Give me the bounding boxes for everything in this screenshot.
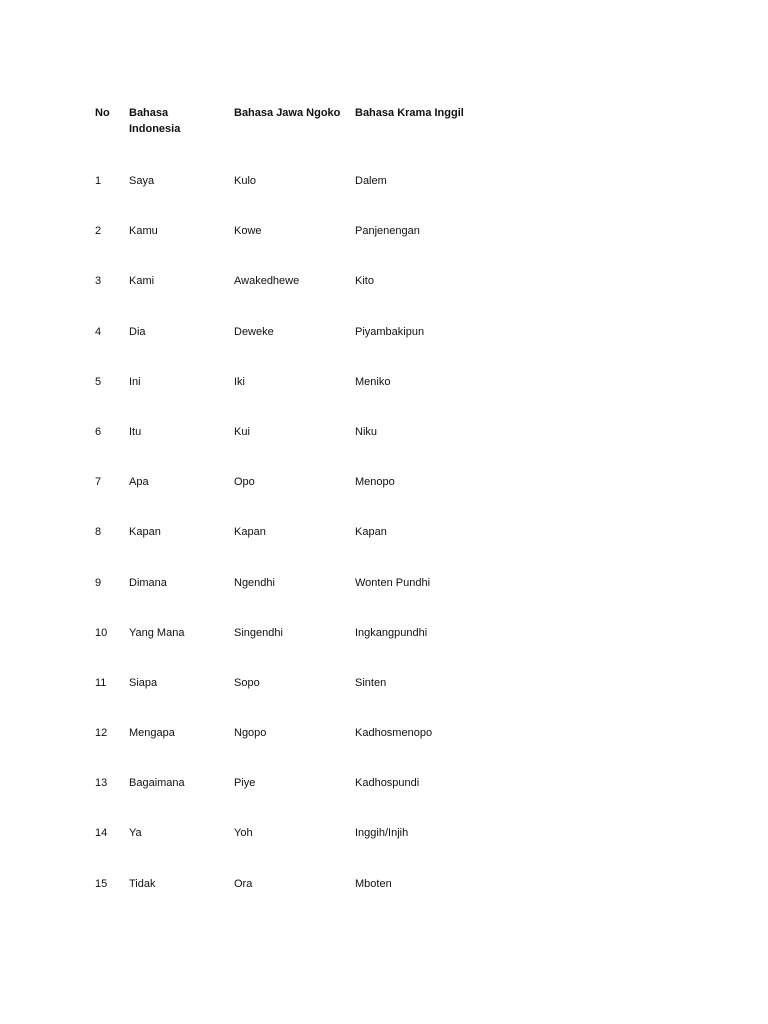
table-row [95, 273, 495, 323]
header-bahasa-krama-inggil: Bahasa Krama Inggil [355, 107, 464, 119]
cell-bahasa-krama-inggil: Kapan [355, 526, 387, 539]
cell-no: 13 [95, 777, 108, 790]
cell-bahasa-jawa-ngoko: Deweke [234, 325, 274, 338]
cell-no: 11 [95, 676, 107, 689]
cell-bahasa-indonesia: Ini [129, 375, 141, 388]
header-bahasa-indonesia [129, 105, 234, 173]
cell-bahasa-jawa-ngoko: Iki [234, 375, 245, 388]
table-row [95, 374, 495, 424]
cell-bahasa-jawa-ngoko: Piye [234, 777, 256, 790]
cell-bahasa-indonesia: Yang Mana [129, 626, 185, 639]
table-row [95, 725, 495, 775]
cell-bahasa-jawa-ngoko: Kulo [234, 175, 257, 187]
cell-bahasa-jawa-ngoko: Kui [234, 425, 250, 438]
cell-bahasa-krama-inggil: Wonten Pundhi [355, 576, 431, 589]
header-bahasa-jawa-ngoko: Bahasa Jawa Ngoko [234, 107, 341, 119]
cell-no: 3 [95, 275, 102, 288]
cell-bahasa-indonesia: Dimana [129, 576, 167, 589]
cell-bahasa-indonesia: Kami [129, 275, 155, 288]
vocabulary-table [95, 105, 495, 926]
cell-bahasa-krama-inggil: Mboten [355, 877, 392, 890]
cell-bahasa-indonesia: Siapa [129, 676, 158, 689]
table-row [95, 775, 495, 825]
cell-bahasa-krama-inggil: Ingkangpundhi [355, 626, 428, 639]
cell-bahasa-jawa-ngoko: Kowe [234, 225, 262, 238]
table-row [95, 173, 495, 223]
cell-bahasa-indonesia: Tidak [129, 877, 156, 890]
cell-bahasa-krama-inggil: Kadhospundi [355, 777, 420, 790]
cell-bahasa-jawa-ngoko: Singendhi [234, 626, 283, 639]
cell-bahasa-krama-inggil: Dalem [355, 175, 387, 187]
cell-bahasa-indonesia: Apa [129, 476, 149, 489]
table-row [95, 876, 495, 926]
cell-bahasa-krama-inggil: Sinten [355, 676, 387, 689]
cell-bahasa-indonesia: Mengapa [129, 727, 175, 740]
header-bahasa-indonesia-label: Bahasa Indonesia [129, 107, 181, 135]
cell-no: 4 [95, 325, 102, 338]
cell-bahasa-jawa-ngoko: Opo [234, 476, 255, 489]
cell-bahasa-krama-inggil: Kadhosmenopo [355, 727, 433, 740]
cell-no: 15 [95, 877, 108, 890]
cell-bahasa-indonesia: Kamu [129, 225, 158, 238]
cell-no: 6 [95, 425, 102, 438]
header-no: No [95, 107, 110, 119]
table-row [95, 675, 495, 725]
cell-bahasa-indonesia: Ya [129, 827, 142, 840]
cell-no: 2 [95, 225, 102, 238]
cell-no: 9 [95, 576, 102, 589]
cell-bahasa-krama-inggil: Piyambakipun [355, 325, 425, 338]
cell-no: 12 [95, 727, 108, 740]
cell-bahasa-jawa-ngoko: Ngopo [234, 727, 267, 740]
cell-bahasa-jawa-ngoko: Awakedhewe [234, 275, 300, 288]
table-row [95, 474, 495, 524]
cell-bahasa-indonesia: Bagaimana [129, 777, 185, 790]
cell-bahasa-jawa-ngoko: Ora [234, 877, 253, 890]
table-row [95, 625, 495, 675]
table-row [95, 324, 495, 374]
cell-bahasa-indonesia: Dia [129, 325, 146, 338]
cell-bahasa-krama-inggil: Niku [355, 425, 378, 438]
cell-no: 8 [95, 526, 102, 539]
cell-bahasa-krama-inggil: Kito [355, 275, 374, 288]
cell-no: 1 [95, 175, 102, 187]
table-row [95, 524, 495, 574]
cell-bahasa-jawa-ngoko: Sopo [234, 676, 260, 689]
table-header [95, 105, 495, 173]
cell-bahasa-indonesia: Kapan [129, 526, 161, 539]
cell-bahasa-jawa-ngoko: Ngendhi [234, 576, 275, 589]
cell-bahasa-krama-inggil: Panjenengan [355, 225, 420, 238]
header-row [95, 105, 495, 173]
cell-no: 5 [95, 375, 102, 388]
cell-no: 10 [95, 626, 108, 639]
table-row [95, 825, 495, 875]
cell-bahasa-jawa-ngoko: Yoh [234, 827, 253, 840]
table-row [95, 424, 495, 474]
cell-bahasa-indonesia: Saya [129, 175, 155, 187]
cell-bahasa-krama-inggil: Menopo [355, 476, 395, 489]
cell-bahasa-krama-inggil: Meniko [355, 375, 391, 388]
table-body [95, 173, 495, 926]
cell-no: 7 [95, 476, 102, 489]
cell-bahasa-krama-inggil: Inggih/Injih [355, 827, 409, 840]
cell-no: 14 [95, 827, 108, 840]
table-row [95, 223, 495, 273]
cell-bahasa-indonesia: Itu [129, 425, 142, 438]
cell-bahasa-jawa-ngoko: Kapan [234, 526, 266, 539]
table-row [95, 575, 495, 625]
